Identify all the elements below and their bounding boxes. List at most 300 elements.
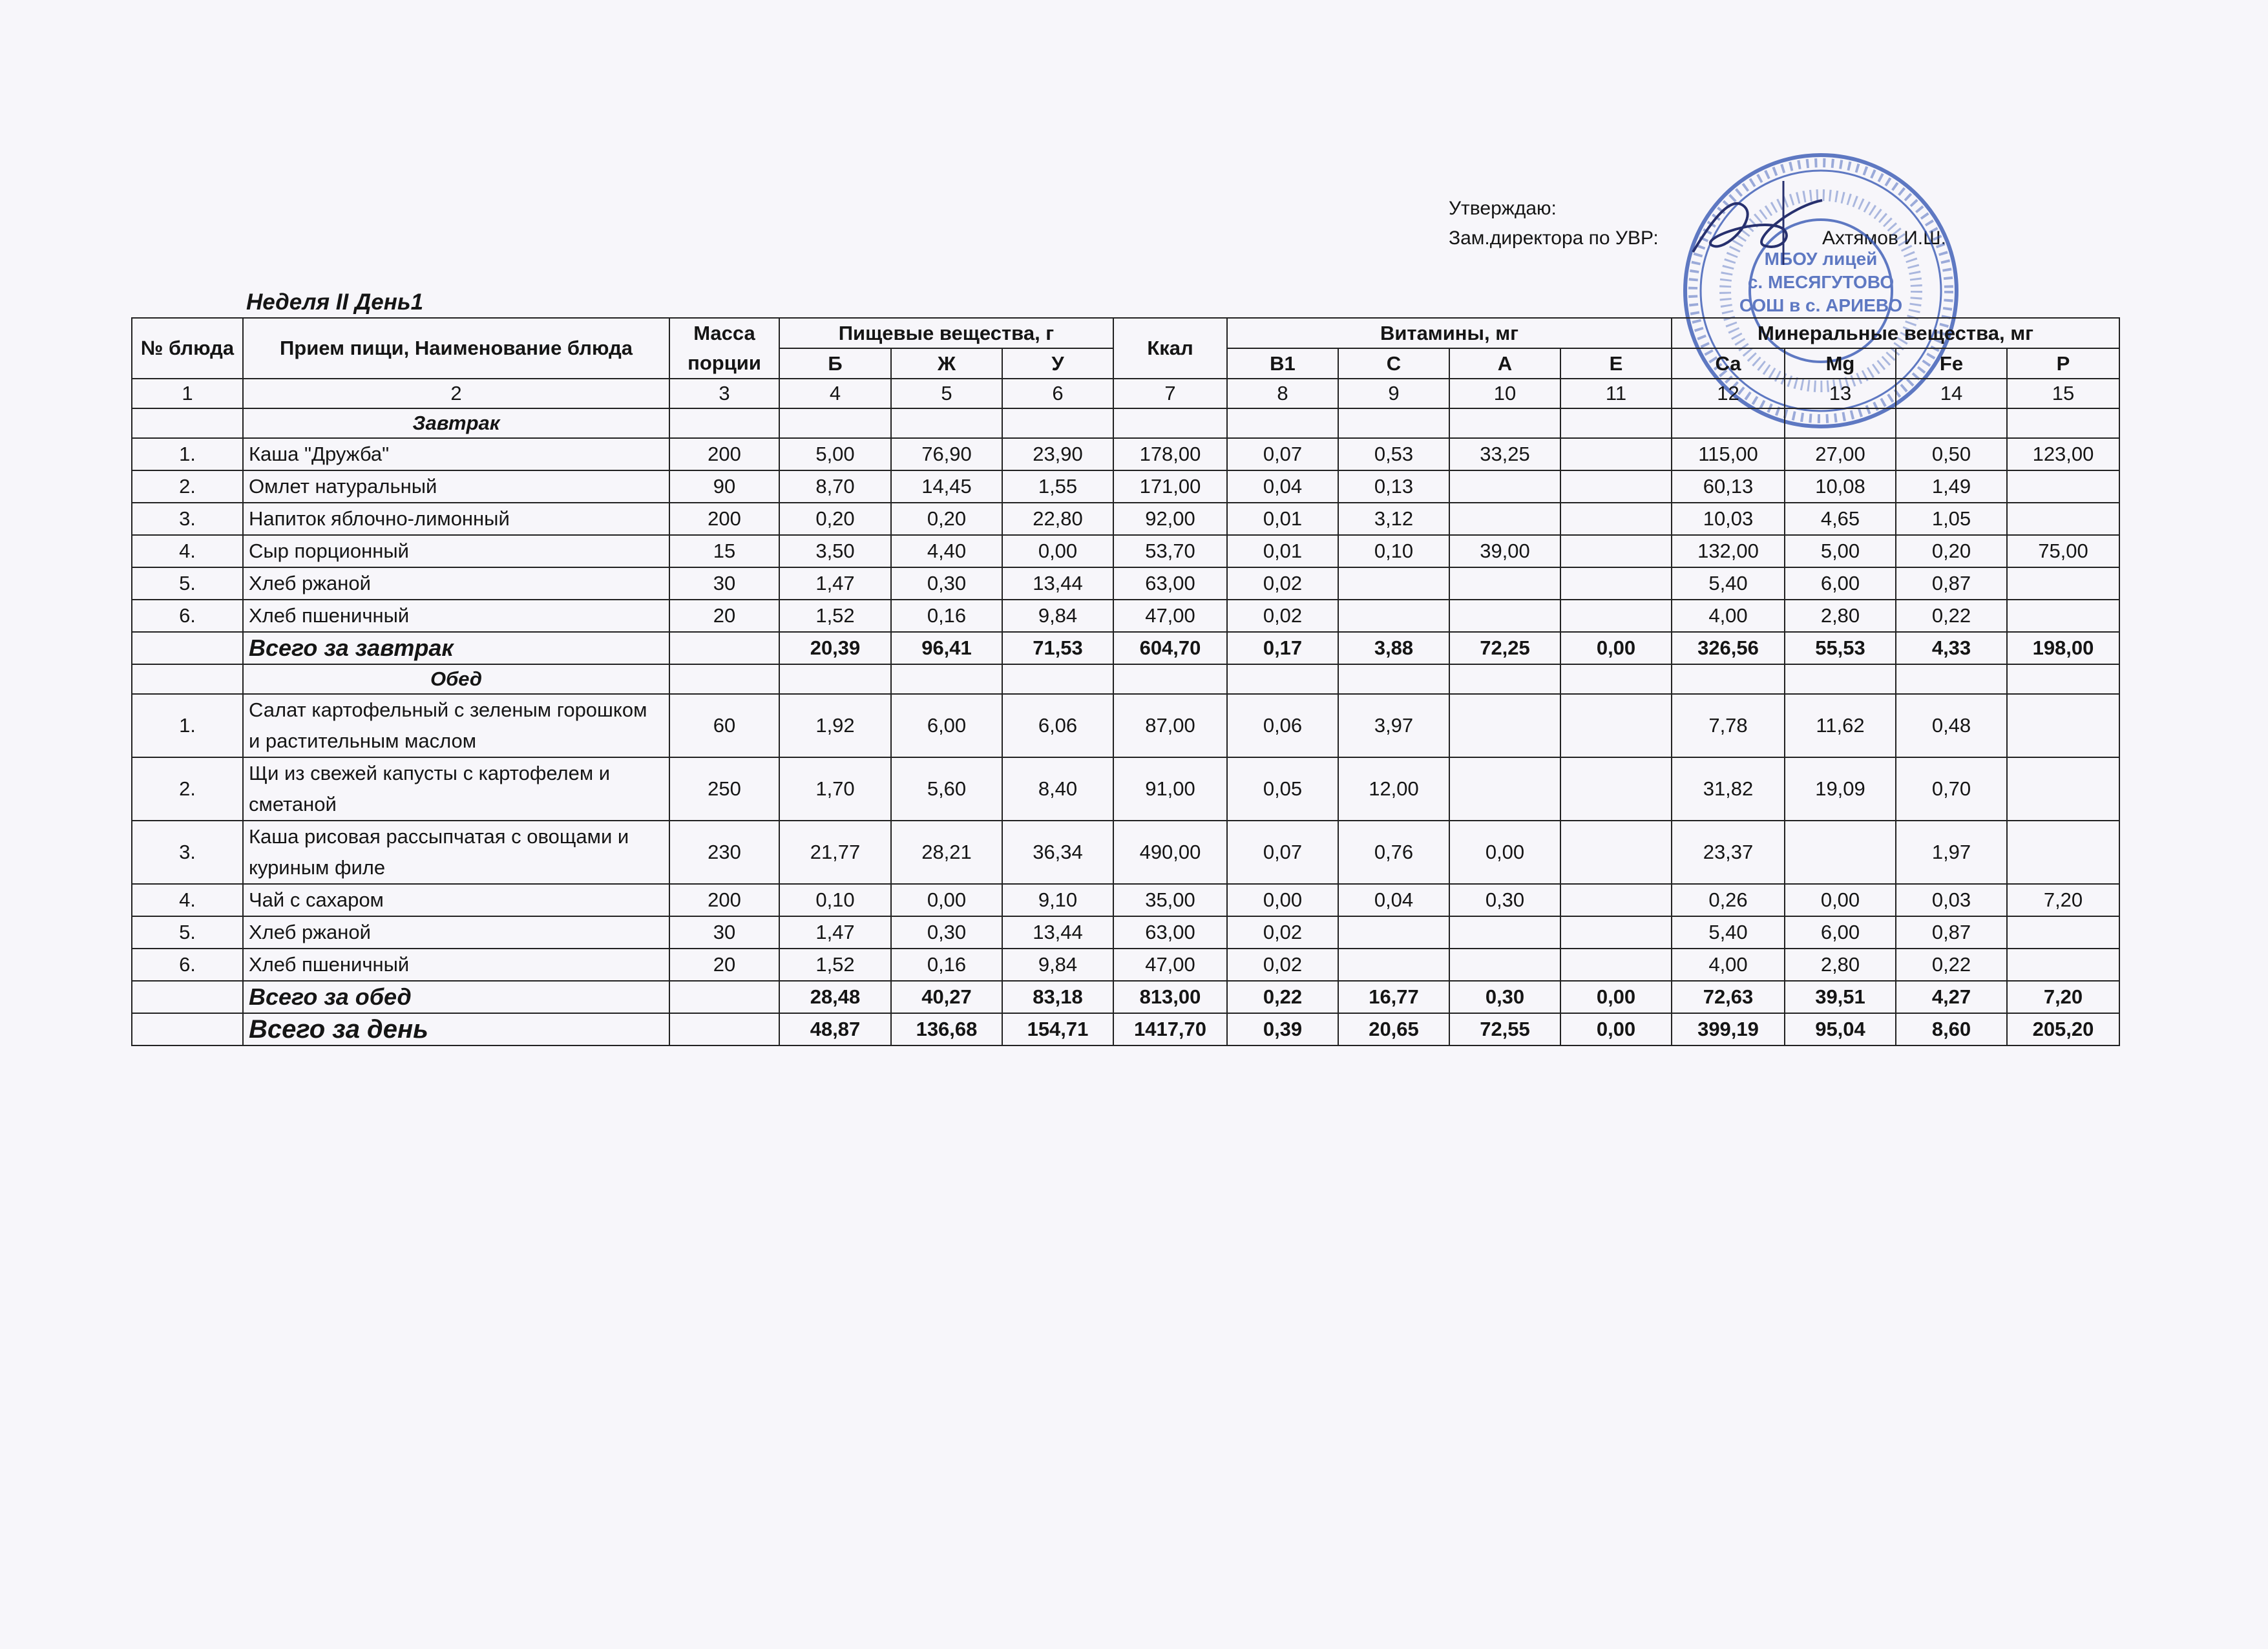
table-cell: 5,40 xyxy=(1672,916,1785,949)
table-cell: 20 xyxy=(669,949,779,981)
table-cell: 136,68 xyxy=(891,1013,1002,1045)
table-cell: 0,01 xyxy=(1227,503,1338,535)
table-cell xyxy=(1560,884,1672,916)
dish-name: Щи из свежей капусты с картофелем и сметаной xyxy=(243,757,669,821)
table-row xyxy=(132,438,2119,470)
empty-cell xyxy=(1560,664,1672,694)
table-cell: 0,00 xyxy=(1002,535,1113,567)
table-cell xyxy=(669,981,779,1013)
header-num: № блюда xyxy=(132,318,243,379)
table-cell: 21,77 xyxy=(779,821,891,884)
table-row xyxy=(132,600,2119,632)
table-cell: 1,49 xyxy=(1896,470,2007,503)
section-title: Обед xyxy=(243,664,669,694)
table-cell: 3,12 xyxy=(1338,503,1449,535)
table-cell: 60 xyxy=(669,694,779,757)
table-cell: 35,00 xyxy=(1113,884,1227,916)
table-cell: 0,20 xyxy=(779,503,891,535)
table-cell: 200 xyxy=(669,438,779,470)
table-cell: 39,51 xyxy=(1785,981,1896,1013)
table-cell: 13,44 xyxy=(1002,916,1113,949)
table-cell: 72,25 xyxy=(1449,632,1560,664)
dish-name: Хлеб ржаной xyxy=(243,916,669,949)
table-cell: 96,41 xyxy=(891,632,1002,664)
table-cell: 0,20 xyxy=(891,503,1002,535)
table-cell: 0,00 xyxy=(1560,632,1672,664)
table-cell: 6,00 xyxy=(891,694,1002,757)
table-cell: 1,52 xyxy=(779,600,891,632)
table-cell: 11,62 xyxy=(1785,694,1896,757)
approval-role: Зам.директора по УВР: xyxy=(1449,227,1659,249)
table-cell: 28,48 xyxy=(779,981,891,1013)
subheader-cell: Р xyxy=(2007,348,2119,379)
empty-cell xyxy=(1449,408,1560,438)
table-cell: 0,76 xyxy=(1338,821,1449,884)
table-cell: 0,03 xyxy=(1896,884,2007,916)
table-cell xyxy=(2007,600,2119,632)
dish-name: Напиток яблочно-лимонный xyxy=(243,503,669,535)
table-row xyxy=(132,757,2119,821)
table-cell: 0,02 xyxy=(1227,949,1338,981)
table-cell: 0,07 xyxy=(1227,821,1338,884)
dish-number: 3. xyxy=(132,821,243,884)
table-cell xyxy=(2007,949,2119,981)
table-cell: 0,20 xyxy=(1896,535,2007,567)
table-cell xyxy=(1560,438,1672,470)
table-cell: 0,05 xyxy=(1227,757,1338,821)
dish-number: 1. xyxy=(132,438,243,470)
dish-name: Хлеб пшеничный xyxy=(243,949,669,981)
dish-number: 2. xyxy=(132,757,243,821)
table-row xyxy=(132,567,2119,600)
table-cell: 30 xyxy=(669,567,779,600)
stamp-text-1: МБОУ лицей xyxy=(1764,249,1878,269)
column-index: 7 xyxy=(1113,379,1227,408)
table-cell xyxy=(2007,821,2119,884)
dish-name: Каша "Дружба" xyxy=(243,438,669,470)
signature xyxy=(1686,181,1829,271)
empty-cell xyxy=(1785,664,1896,694)
table-cell xyxy=(1449,949,1560,981)
table-row xyxy=(132,916,2119,949)
table-cell xyxy=(1560,821,1672,884)
table-cell: 0,39 xyxy=(1227,1013,1338,1045)
empty-cell xyxy=(1896,664,2007,694)
table-cell xyxy=(2007,694,2119,757)
table-cell: 326,56 xyxy=(1672,632,1785,664)
table-cell xyxy=(1449,470,1560,503)
table-cell: 0,04 xyxy=(1227,470,1338,503)
table-row xyxy=(132,694,2119,757)
table-cell xyxy=(1560,503,1672,535)
dish-number xyxy=(132,632,243,664)
table-cell: 123,00 xyxy=(2007,438,2119,470)
column-index: 2 xyxy=(243,379,669,408)
table-cell: 3,97 xyxy=(1338,694,1449,757)
empty-cell xyxy=(1560,408,1672,438)
table-cell: 813,00 xyxy=(1113,981,1227,1013)
total-row xyxy=(132,981,2119,1013)
table-cell: 0,13 xyxy=(1338,470,1449,503)
table-cell: 0,50 xyxy=(1896,438,2007,470)
dish-name: Хлеб ржаной xyxy=(243,567,669,600)
table-cell: 15 xyxy=(669,535,779,567)
table-cell: 91,00 xyxy=(1113,757,1227,821)
table-cell xyxy=(1560,757,1672,821)
table-cell: 178,00 xyxy=(1113,438,1227,470)
table-cell: 490,00 xyxy=(1113,821,1227,884)
table-cell: 1,47 xyxy=(779,567,891,600)
table-cell: 92,00 xyxy=(1113,503,1227,535)
empty-cell xyxy=(669,664,779,694)
table-cell: 132,00 xyxy=(1672,535,1785,567)
table-cell xyxy=(1338,916,1449,949)
table-cell: 30 xyxy=(669,916,779,949)
subheader-cell: У xyxy=(1002,348,1113,379)
table-cell: 604,70 xyxy=(1113,632,1227,664)
table-cell: 0,01 xyxy=(1227,535,1338,567)
table-cell: 200 xyxy=(669,884,779,916)
table-cell: 5,60 xyxy=(891,757,1002,821)
approval-line: Утверждаю: xyxy=(1449,198,1557,219)
table-cell: 4,27 xyxy=(1896,981,2007,1013)
table-cell xyxy=(1449,916,1560,949)
menu-table xyxy=(131,317,2120,1046)
empty-cell xyxy=(1113,408,1227,438)
stamp-text-2: с. МЕСЯГУТОВО xyxy=(1747,272,1895,292)
table-cell: 6,06 xyxy=(1002,694,1113,757)
empty-cell xyxy=(1449,664,1560,694)
table-cell: 0,02 xyxy=(1227,567,1338,600)
table-cell: 200 xyxy=(669,503,779,535)
subheader-cell: Б xyxy=(779,348,891,379)
table-cell: 40,27 xyxy=(891,981,1002,1013)
table-cell xyxy=(1560,470,1672,503)
table-cell: 154,71 xyxy=(1002,1013,1113,1045)
table-cell: 6,00 xyxy=(1785,567,1896,600)
dish-name: Сыр порционный xyxy=(243,535,669,567)
column-index: 14 xyxy=(1896,379,2007,408)
table-cell: 1,47 xyxy=(779,916,891,949)
column-index: 8 xyxy=(1227,379,1338,408)
table-cell: 0,22 xyxy=(1896,949,2007,981)
table-row xyxy=(132,503,2119,535)
table-cell: 36,34 xyxy=(1002,821,1113,884)
table-cell: 0,30 xyxy=(891,567,1002,600)
table-cell xyxy=(669,1013,779,1045)
table-cell: 0,30 xyxy=(1449,981,1560,1013)
table-cell: 0,06 xyxy=(1227,694,1338,757)
table-cell: 1,05 xyxy=(1896,503,2007,535)
table-cell: 90 xyxy=(669,470,779,503)
column-index: 1 xyxy=(132,379,243,408)
empty-cell xyxy=(779,664,891,694)
table-cell: 95,04 xyxy=(1785,1013,1896,1045)
empty-cell xyxy=(132,408,243,438)
table-cell: 10,08 xyxy=(1785,470,1896,503)
dish-name: Салат картофельный с зеленым горошком и растительным маслом xyxy=(243,694,669,757)
stamp-text-3: СОШ в с. АРИЕВО xyxy=(1739,295,1903,315)
table-cell: 0,17 xyxy=(1227,632,1338,664)
approval-name: Ахтямов И.Ш. xyxy=(1822,227,1946,249)
column-index: 4 xyxy=(779,379,891,408)
table-cell: 0,22 xyxy=(1896,600,2007,632)
column-index: 9 xyxy=(1338,379,1449,408)
section-row xyxy=(132,408,2119,438)
empty-cell xyxy=(1227,408,1338,438)
header-nutrients: Пищевые вещества, г xyxy=(779,318,1113,348)
table-cell: 7,20 xyxy=(2007,884,2119,916)
dish-number: 2. xyxy=(132,470,243,503)
subheader-cell: Са xyxy=(1672,348,1785,379)
column-index: 6 xyxy=(1002,379,1113,408)
table-cell: 198,00 xyxy=(2007,632,2119,664)
column-index: 5 xyxy=(891,379,1002,408)
table-cell xyxy=(1449,757,1560,821)
empty-cell xyxy=(891,664,1002,694)
table-cell: 76,90 xyxy=(891,438,1002,470)
table-cell: 9,84 xyxy=(1002,949,1113,981)
table-cell: 8,60 xyxy=(1896,1013,2007,1045)
table-cell xyxy=(1560,600,1672,632)
table-cell: 72,55 xyxy=(1449,1013,1560,1045)
subheader-cell: С xyxy=(1338,348,1449,379)
table-cell: 0,10 xyxy=(779,884,891,916)
dish-number: 4. xyxy=(132,535,243,567)
table-cell: 0,00 xyxy=(1560,981,1672,1013)
empty-cell xyxy=(669,408,779,438)
table-cell: 20,65 xyxy=(1338,1013,1449,1045)
table-cell: 0,00 xyxy=(1560,1013,1672,1045)
table-cell: 4,40 xyxy=(891,535,1002,567)
subheader-cell: Е xyxy=(1560,348,1672,379)
subheader-cell: Fe xyxy=(1896,348,2007,379)
table-cell: 2,80 xyxy=(1785,600,1896,632)
table-cell: 47,00 xyxy=(1113,949,1227,981)
table-cell xyxy=(1785,821,1896,884)
table-row xyxy=(132,535,2119,567)
table-cell: 0,16 xyxy=(891,949,1002,981)
dish-name: Чай с сахаром xyxy=(243,884,669,916)
table-cell xyxy=(1560,916,1672,949)
table-cell: 0,87 xyxy=(1896,567,2007,600)
table-cell: 1,70 xyxy=(779,757,891,821)
table-cell: 4,33 xyxy=(1896,632,2007,664)
dish-number xyxy=(132,1013,243,1045)
subheader-cell: Ж xyxy=(891,348,1002,379)
dish-number: 1. xyxy=(132,694,243,757)
table-row xyxy=(132,949,2119,981)
dish-name: Всего за день xyxy=(243,1013,669,1045)
table-cell: 28,21 xyxy=(891,821,1002,884)
empty-cell xyxy=(1672,664,1785,694)
table-cell xyxy=(1560,535,1672,567)
table-cell: 115,00 xyxy=(1672,438,1785,470)
table-cell: 8,40 xyxy=(1002,757,1113,821)
table-cell: 8,70 xyxy=(779,470,891,503)
table-cell xyxy=(1449,503,1560,535)
table-cell: 5,40 xyxy=(1672,567,1785,600)
table-cell: 399,19 xyxy=(1672,1013,1785,1045)
subheader-cell: В1 xyxy=(1227,348,1338,379)
empty-cell xyxy=(1002,408,1113,438)
header-minerals: Минеральные вещества, мг xyxy=(1672,318,2119,348)
table-cell: 205,20 xyxy=(2007,1013,2119,1045)
table-cell: 3,50 xyxy=(779,535,891,567)
table-cell: 31,82 xyxy=(1672,757,1785,821)
table-cell: 1417,70 xyxy=(1113,1013,1227,1045)
dish-number: 3. xyxy=(132,503,243,535)
table-cell: 83,18 xyxy=(1002,981,1113,1013)
table-cell: 12,00 xyxy=(1338,757,1449,821)
section-title: Завтрак xyxy=(243,408,669,438)
empty-cell xyxy=(1785,408,1896,438)
table-cell: 87,00 xyxy=(1113,694,1227,757)
column-index: 3 xyxy=(669,379,779,408)
header-name: Прием пищи, Наименование блюда xyxy=(243,318,669,379)
table-cell xyxy=(1449,600,1560,632)
table-cell: 4,00 xyxy=(1672,600,1785,632)
subheader-cell: А xyxy=(1449,348,1560,379)
table-cell xyxy=(2007,757,2119,821)
table-cell: 47,00 xyxy=(1113,600,1227,632)
table-cell: 5,00 xyxy=(1785,535,1896,567)
table-cell: 0,02 xyxy=(1227,916,1338,949)
table-cell: 0,70 xyxy=(1896,757,2007,821)
empty-cell xyxy=(1672,408,1785,438)
dish-name: Хлеб пшеничный xyxy=(243,600,669,632)
table-cell xyxy=(1338,567,1449,600)
table-cell: 0,30 xyxy=(1449,884,1560,916)
table-cell: 0,48 xyxy=(1896,694,2007,757)
empty-cell xyxy=(1227,664,1338,694)
table-cell: 20 xyxy=(669,600,779,632)
table-cell: 0,53 xyxy=(1338,438,1449,470)
section-row xyxy=(132,664,2119,694)
table-cell: 7,78 xyxy=(1672,694,1785,757)
header-vitamins: Витамины, мг xyxy=(1227,318,1672,348)
dish-number: 6. xyxy=(132,949,243,981)
table-cell: 55,53 xyxy=(1785,632,1896,664)
table-cell: 0,30 xyxy=(891,916,1002,949)
table-cell: 16,77 xyxy=(1338,981,1449,1013)
table-cell: 171,00 xyxy=(1113,470,1227,503)
empty-cell xyxy=(1896,408,2007,438)
table-cell: 230 xyxy=(669,821,779,884)
table-cell: 0,10 xyxy=(1338,535,1449,567)
empty-cell xyxy=(779,408,891,438)
table-cell xyxy=(1449,567,1560,600)
table-cell: 39,00 xyxy=(1449,535,1560,567)
table-cell: 1,97 xyxy=(1896,821,2007,884)
table-cell: 2,80 xyxy=(1785,949,1896,981)
table-cell: 0,16 xyxy=(891,600,1002,632)
table-cell: 48,87 xyxy=(779,1013,891,1045)
table-cell: 0,07 xyxy=(1227,438,1338,470)
table-cell xyxy=(1449,694,1560,757)
table-cell xyxy=(1338,600,1449,632)
empty-cell xyxy=(1338,408,1449,438)
table-cell: 23,90 xyxy=(1002,438,1113,470)
table-cell xyxy=(2007,916,2119,949)
table-cell: 0,26 xyxy=(1672,884,1785,916)
table-cell: 13,44 xyxy=(1002,567,1113,600)
table-cell xyxy=(1560,949,1672,981)
dish-name: Омлет натуральный xyxy=(243,470,669,503)
table-cell: 72,63 xyxy=(1672,981,1785,1013)
table-cell: 0,22 xyxy=(1227,981,1338,1013)
column-index: 15 xyxy=(2007,379,2119,408)
empty-cell xyxy=(132,664,243,694)
dish-name: Каша рисовая рассыпчатая с овощами и куриным филе xyxy=(243,821,669,884)
table-cell: 3,88 xyxy=(1338,632,1449,664)
empty-cell xyxy=(1002,664,1113,694)
dish-number xyxy=(132,981,243,1013)
table-cell: 60,13 xyxy=(1672,470,1785,503)
table-cell: 7,20 xyxy=(2007,981,2119,1013)
table-cell: 0,00 xyxy=(891,884,1002,916)
column-index: 13 xyxy=(1785,379,1896,408)
table-cell: 63,00 xyxy=(1113,567,1227,600)
table-row xyxy=(132,884,2119,916)
total-row xyxy=(132,632,2119,664)
column-index: 10 xyxy=(1449,379,1560,408)
dish-number: 4. xyxy=(132,884,243,916)
table-cell: 0,00 xyxy=(1227,884,1338,916)
dish-name: Всего за завтрак xyxy=(243,632,669,664)
table-cell xyxy=(1560,694,1672,757)
table-cell xyxy=(2007,470,2119,503)
table-cell: 23,37 xyxy=(1672,821,1785,884)
table-cell: 75,00 xyxy=(2007,535,2119,567)
table-cell: 0,87 xyxy=(1896,916,2007,949)
table-cell: 5,00 xyxy=(779,438,891,470)
table-cell: 250 xyxy=(669,757,779,821)
dish-number: 6. xyxy=(132,600,243,632)
table-cell: 1,92 xyxy=(779,694,891,757)
table-cell: 4,65 xyxy=(1785,503,1896,535)
table-cell xyxy=(2007,567,2119,600)
dish-number: 5. xyxy=(132,916,243,949)
table-cell xyxy=(1338,949,1449,981)
table-cell: 1,55 xyxy=(1002,470,1113,503)
table-cell: 0,04 xyxy=(1338,884,1449,916)
page-title: Неделя II День1 xyxy=(246,289,424,315)
table-cell xyxy=(2007,503,2119,535)
total-row xyxy=(132,1013,2119,1045)
table-cell: 9,10 xyxy=(1002,884,1113,916)
table-cell: 71,53 xyxy=(1002,632,1113,664)
table-cell xyxy=(669,632,779,664)
table-cell: 63,00 xyxy=(1113,916,1227,949)
table-cell: 6,00 xyxy=(1785,916,1896,949)
table-cell: 14,45 xyxy=(891,470,1002,503)
table-cell: 53,70 xyxy=(1113,535,1227,567)
column-index: 11 xyxy=(1560,379,1672,408)
table-cell xyxy=(1560,567,1672,600)
empty-cell xyxy=(1113,664,1227,694)
table-row xyxy=(132,470,2119,503)
table-cell: 33,25 xyxy=(1449,438,1560,470)
header-mass: Масса порции xyxy=(669,318,779,379)
table-cell: 10,03 xyxy=(1672,503,1785,535)
table-cell: 0,00 xyxy=(1785,884,1896,916)
table-row xyxy=(132,821,2119,884)
empty-cell xyxy=(2007,664,2119,694)
table-cell: 9,84 xyxy=(1002,600,1113,632)
subheader-cell: Mg xyxy=(1785,348,1896,379)
table-cell: 19,09 xyxy=(1785,757,1896,821)
